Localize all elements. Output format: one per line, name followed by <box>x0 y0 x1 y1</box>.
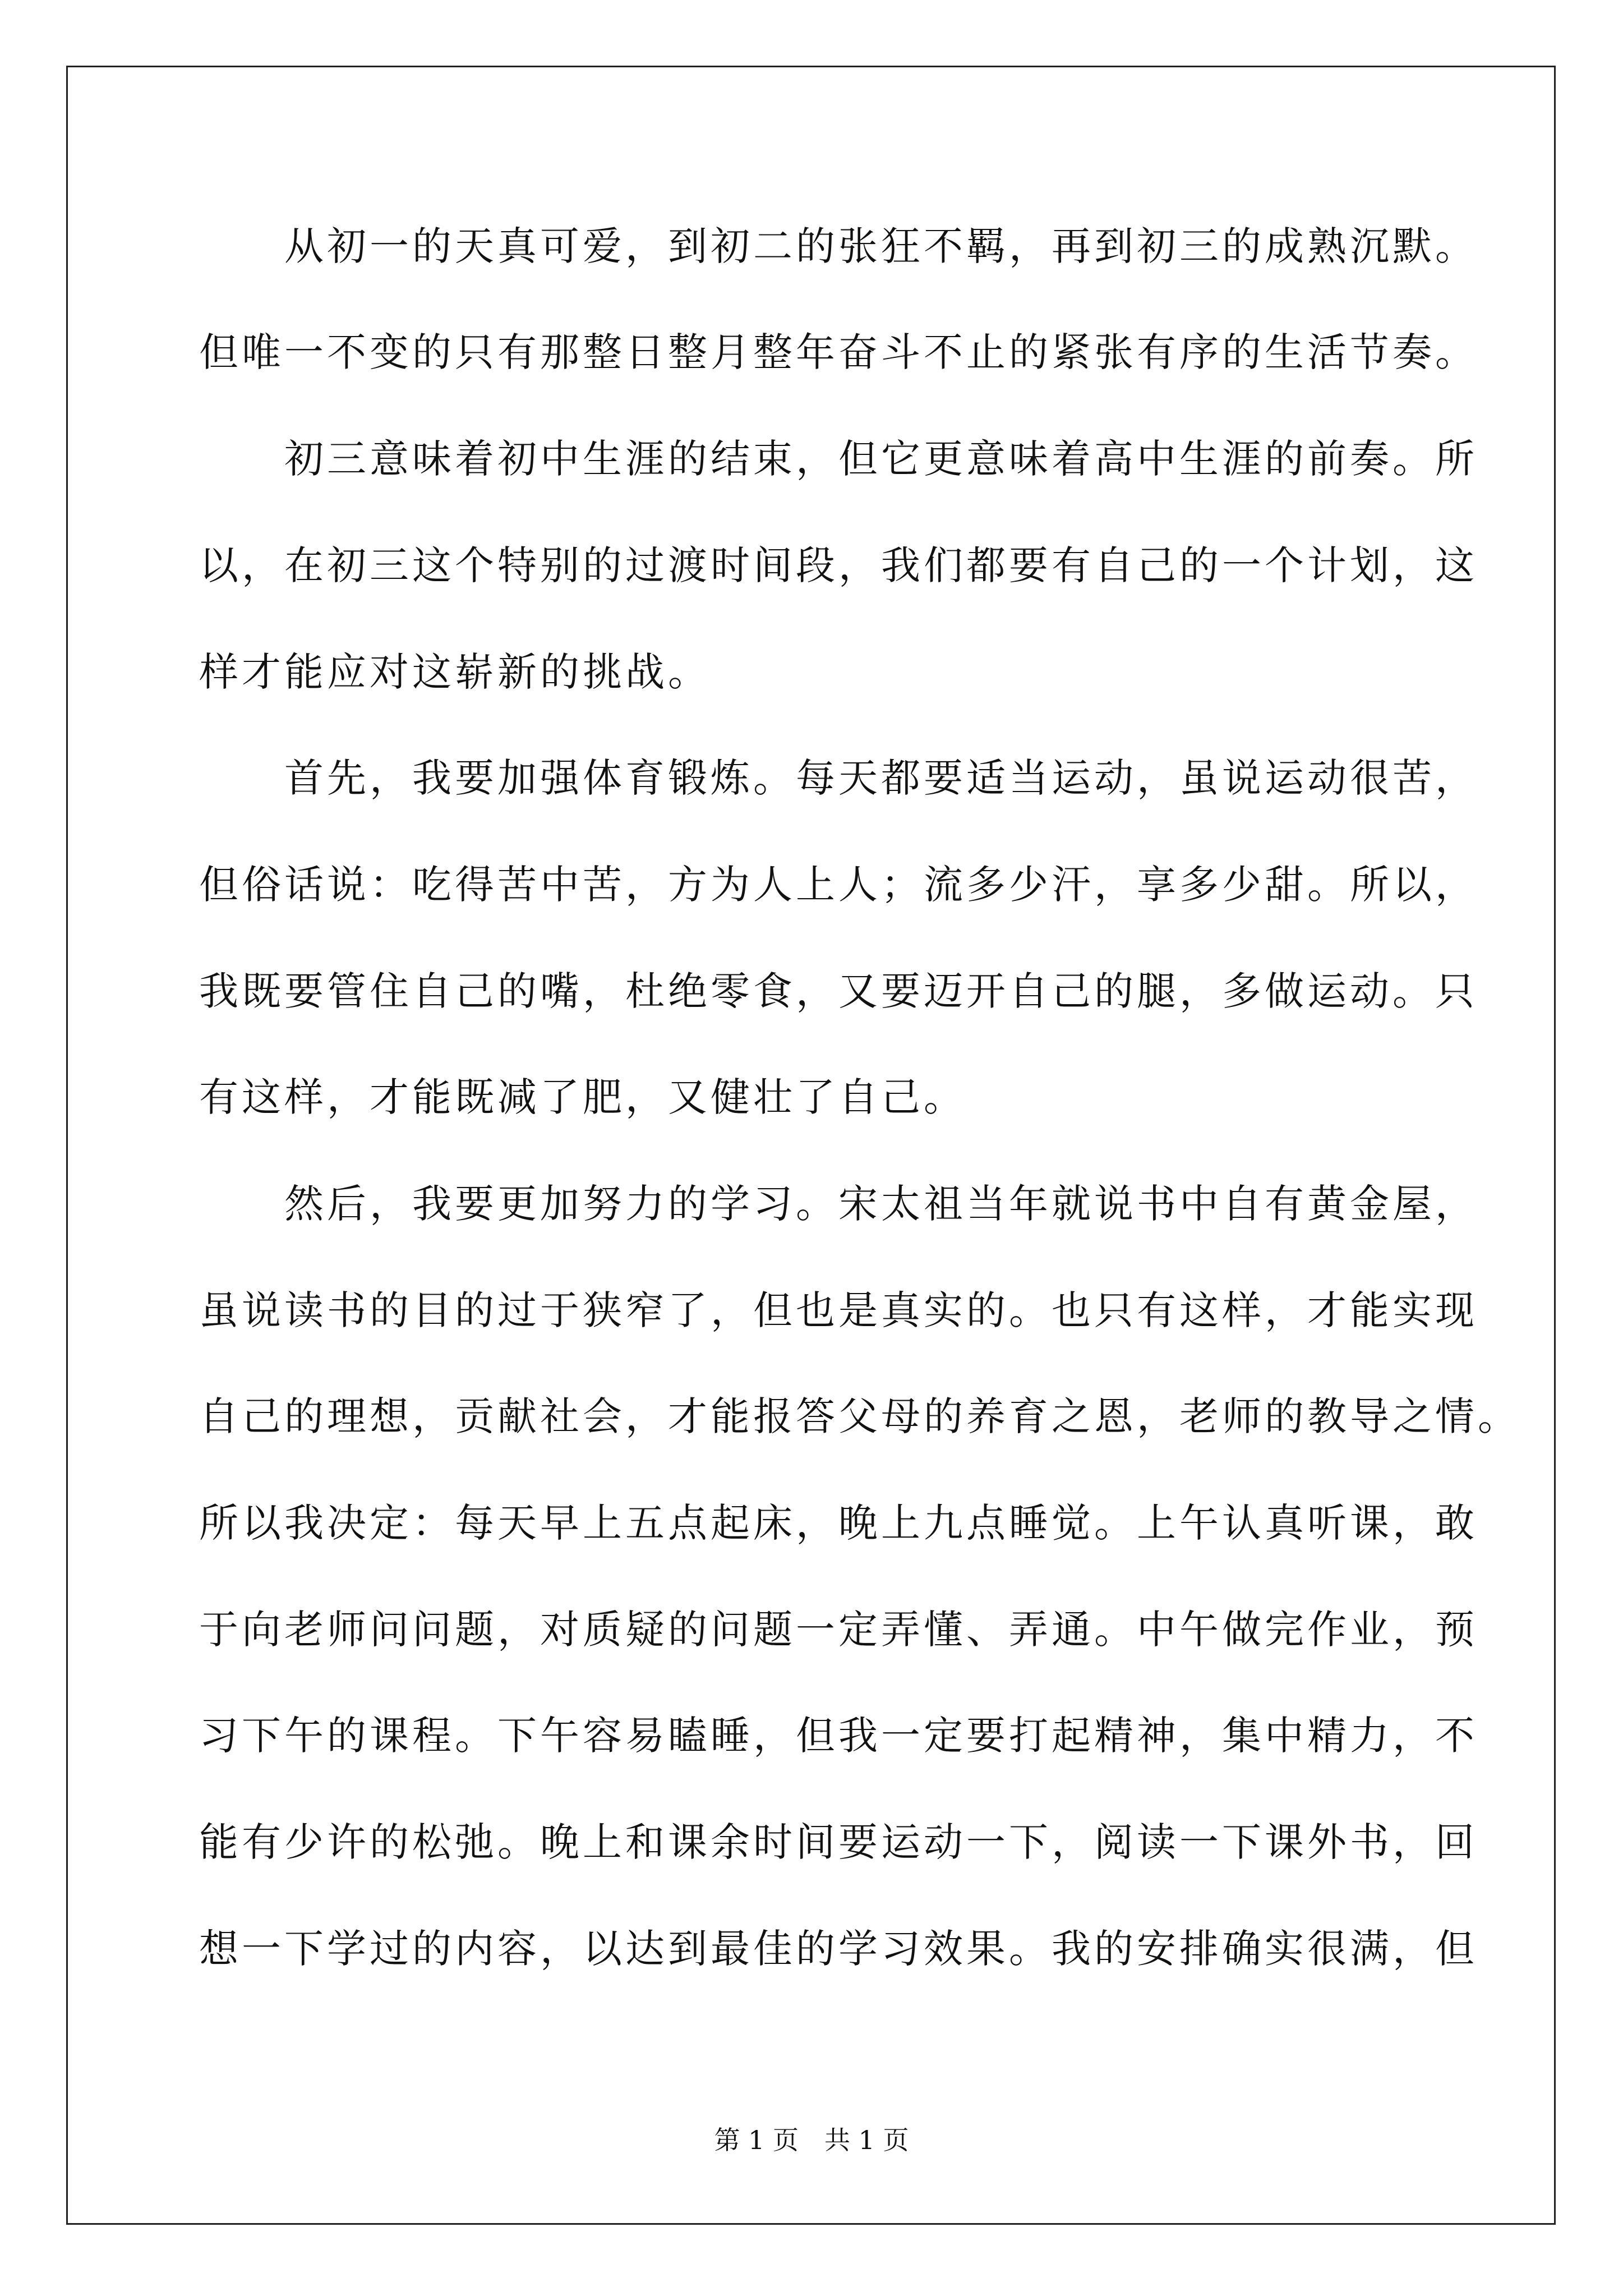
text-line: 首先，我要加强体育锻炼。每天都要适当运动，虽说运动很苦， <box>199 755 1478 801</box>
text-line: 我既要管住自己的嘴，杜绝零食，又要迈开自己的腿，多做运动。只 <box>199 968 1478 1014</box>
text-line: 但唯一不变的只有那整日整月整年奋斗不止的紧张有序的生活节奏。 <box>199 329 1478 375</box>
text-line: 从初一的天真可爱，到初二的张狂不羁，再到初三的成熟沉默。 <box>199 223 1478 269</box>
text-line: 能有少许的松弛。晚上和课余时间要运动一下，阅读一下课外书，回 <box>199 1819 1478 1865</box>
text-line: 虽说读书的目的过于狭窄了，但也是真实的。也只有这样，才能实现 <box>199 1287 1478 1333</box>
text-line: 想一下学过的内容，以达到最佳的学习效果。我的安排确实很满，但 <box>199 1926 1478 1972</box>
page-footer: 第 1 页 共 1 页 <box>714 2125 909 2155</box>
text-line: 自己的理想，贡献社会，才能报答父母的养育之恩，老师的教导之情。 <box>199 1393 1520 1439</box>
text-line: 有这样，才能既减了肥，又健壮了自己。 <box>199 1074 966 1120</box>
text-line: 习下午的课程。下午容易瞌睡，但我一定要打起精神，集中精力，不 <box>199 1713 1478 1759</box>
text-line: 然后，我要更加努力的学习。宋太祖当年就说书中自有黄金屋， <box>199 1181 1478 1227</box>
page-border <box>66 66 1556 2225</box>
text-line: 但俗话说：吃得苦中苦，方为人上人；流多少汗，享多少甜。所以， <box>199 862 1478 908</box>
text-line: 初三意味着初中生涯的结束，但它更意味着高中生涯的前奏。所 <box>199 436 1478 482</box>
text-line: 样才能应对这崭新的挑战。 <box>199 649 711 695</box>
text-line: 所以我决定：每天早上五点起床，晚上九点睡觉。上午认真听课，敢 <box>199 1500 1478 1546</box>
text-line: 于向老师问问题，对质疑的问题一定弄懂、弄通。中午做完作业，预 <box>199 1607 1478 1653</box>
text-line: 以，在初三这个特别的过渡时间段，我们都要有自己的一个计划，这 <box>199 542 1478 588</box>
